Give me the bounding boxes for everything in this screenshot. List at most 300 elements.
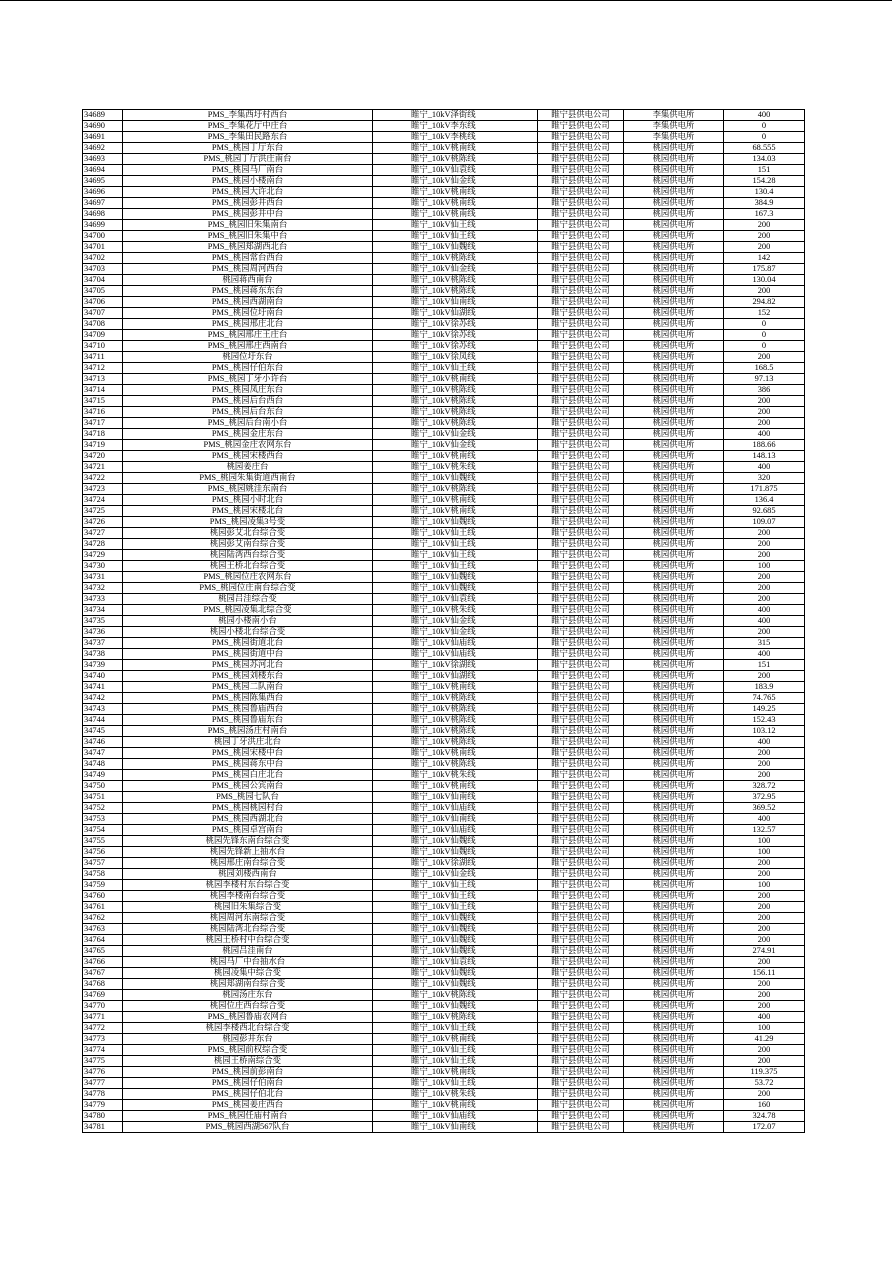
supply-office-cell: 桃园供电所	[624, 440, 724, 451]
company-cell: 睢宁县供电公司	[538, 649, 624, 660]
capacity-cell: 109.07	[724, 517, 805, 528]
company-cell: 睢宁县供电公司	[538, 209, 624, 220]
company-cell: 睢宁县供电公司	[538, 572, 624, 583]
feeder-line-cell: 睢宁_10kV仙南线	[373, 1122, 538, 1133]
station-name-cell: PMS_桃园蒋东中台	[123, 759, 373, 770]
supply-office-cell: 桃园供电所	[624, 176, 724, 187]
company-cell: 睢宁县供电公司	[538, 1111, 624, 1122]
supply-office-cell: 桃园供电所	[624, 869, 724, 880]
table-row	[83, 1023, 805, 1034]
capacity-cell: 200	[724, 528, 805, 539]
supply-office-cell: 桃园供电所	[624, 220, 724, 231]
station-name-cell: PMS_桃园姚洼东南台	[123, 484, 373, 495]
company-cell: 睢宁县供电公司	[538, 803, 624, 814]
table-row	[83, 484, 805, 495]
table-row	[83, 935, 805, 946]
company-cell: 睢宁县供电公司	[538, 264, 624, 275]
station-name-cell: PMS_桃园凌集北综合变	[123, 605, 373, 616]
station-name-cell: PMS_桃园金庄农网东台	[123, 440, 373, 451]
station-name-cell: PMS_桃园汤庄村南台	[123, 726, 373, 737]
station-name-cell: 桃园丁牙洪庄北台	[123, 737, 373, 748]
data-table	[82, 109, 805, 1133]
table-row	[83, 737, 805, 748]
company-cell: 睢宁县供电公司	[538, 484, 624, 495]
table-row	[83, 990, 805, 1001]
table-row	[83, 462, 805, 473]
row-id-cell: 34776	[83, 1067, 123, 1078]
company-cell: 睢宁县供电公司	[538, 341, 624, 352]
capacity-cell: 200	[724, 671, 805, 682]
station-name-cell: PMS_桃园宋楼西台	[123, 451, 373, 462]
feeder-line-cell: 睢宁_10kV仙魏线	[373, 1001, 538, 1012]
company-cell: 睢宁县供电公司	[538, 539, 624, 550]
station-name-cell: PMS_桃园二队南台	[123, 682, 373, 693]
feeder-line-cell: 睢宁_10kV桃朱线	[373, 770, 538, 781]
feeder-line-cell: 睢宁_10kV仙金线	[373, 440, 538, 451]
table-row	[83, 253, 805, 264]
company-cell: 睢宁县供电公司	[538, 1122, 624, 1133]
supply-office-cell: 桃园供电所	[624, 583, 724, 594]
capacity-cell: 119.375	[724, 1067, 805, 1078]
capacity-cell: 103.12	[724, 726, 805, 737]
supply-office-cell: 桃园供电所	[624, 660, 724, 671]
company-cell: 睢宁县供电公司	[538, 990, 624, 1001]
supply-office-cell: 桃园供电所	[624, 913, 724, 924]
row-id-cell: 34753	[83, 814, 123, 825]
station-name-cell: PMS_桃园街道中台	[123, 649, 373, 660]
feeder-line-cell: 睢宁_10kV仙王线	[373, 363, 538, 374]
row-id-cell: 34752	[83, 803, 123, 814]
table-row	[83, 594, 805, 605]
company-cell: 睢宁县供电公司	[538, 451, 624, 462]
row-id-cell: 34775	[83, 1056, 123, 1067]
station-name-cell: PMS_桃园后台南小台	[123, 418, 373, 429]
table-row	[83, 583, 805, 594]
supply-office-cell: 桃园供电所	[624, 759, 724, 770]
company-cell: 睢宁县供电公司	[538, 847, 624, 858]
feeder-line-cell: 睢宁_10kV仙金线	[373, 616, 538, 627]
company-cell: 睢宁县供电公司	[538, 132, 624, 143]
supply-office-cell: 桃园供电所	[624, 517, 724, 528]
company-cell: 睢宁县供电公司	[538, 440, 624, 451]
row-id-cell: 34700	[83, 231, 123, 242]
company-cell: 睢宁县供电公司	[538, 1012, 624, 1023]
station-name-cell: 桃园周河东南综合变	[123, 913, 373, 924]
company-cell: 睢宁县供电公司	[538, 792, 624, 803]
row-id-cell: 34759	[83, 880, 123, 891]
supply-office-cell: 桃园供电所	[624, 704, 724, 715]
table-row	[83, 572, 805, 583]
row-id-cell: 34707	[83, 308, 123, 319]
capacity-cell: 200	[724, 418, 805, 429]
row-id-cell: 34701	[83, 242, 123, 253]
table-row	[83, 946, 805, 957]
company-cell: 睢宁县供电公司	[538, 253, 624, 264]
row-id-cell: 34699	[83, 220, 123, 231]
supply-office-cell: 桃园供电所	[624, 275, 724, 286]
feeder-line-cell: 睢宁_10kV仙魏线	[373, 583, 538, 594]
capacity-cell: 320	[724, 473, 805, 484]
station-name-cell: 桃园姜庄台	[123, 462, 373, 473]
supply-office-cell: 桃园供电所	[624, 990, 724, 1001]
supply-office-cell: 桃园供电所	[624, 1012, 724, 1023]
row-id-cell: 34768	[83, 979, 123, 990]
station-name-cell: PMS_桃园宋楼北台	[123, 506, 373, 517]
station-name-cell: 桃园吕洼综合变	[123, 594, 373, 605]
company-cell: 睢宁县供电公司	[538, 506, 624, 517]
feeder-line-cell: 睢宁_10kV桃朱线	[373, 462, 538, 473]
feeder-line-cell: 睢宁_10kV仙袁线	[373, 594, 538, 605]
station-name-cell: PMS_桃园凌集3号变	[123, 517, 373, 528]
feeder-line-cell: 睢宁_10kV仙湖线	[373, 671, 538, 682]
company-cell: 睢宁县供电公司	[538, 616, 624, 627]
company-cell: 睢宁县供电公司	[538, 660, 624, 671]
company-cell: 睢宁县供电公司	[538, 814, 624, 825]
company-cell: 睢宁县供电公司	[538, 957, 624, 968]
feeder-line-cell: 睢宁_10kV仙王线	[373, 1056, 538, 1067]
station-name-cell: PMS_桃园任庙村南台	[123, 1111, 373, 1122]
supply-office-cell: 桃园供电所	[624, 847, 724, 858]
table-row	[83, 440, 805, 451]
station-name-cell: PMS_桃园桃园村台	[123, 803, 373, 814]
supply-office-cell: 桃园供电所	[624, 792, 724, 803]
row-id-cell: 34724	[83, 495, 123, 506]
feeder-line-cell: 睢宁_10kV桃陈线	[373, 737, 538, 748]
row-id-cell: 34703	[83, 264, 123, 275]
supply-office-cell: 桃园供电所	[624, 638, 724, 649]
supply-office-cell: 桃园供电所	[624, 253, 724, 264]
station-name-cell: 桃园李楼南台综合变	[123, 891, 373, 902]
table-row	[83, 550, 805, 561]
capacity-cell: 200	[724, 1089, 805, 1100]
company-cell: 睢宁县供电公司	[538, 781, 624, 792]
supply-office-cell: 桃园供电所	[624, 1078, 724, 1089]
capacity-cell: 200	[724, 407, 805, 418]
station-name-cell: 桃园彭艾南台综合变	[123, 539, 373, 550]
table-row	[83, 1089, 805, 1100]
feeder-line-cell: 睢宁_10kV桃陈线	[373, 704, 538, 715]
supply-office-cell: 桃园供电所	[624, 198, 724, 209]
row-id-cell: 34738	[83, 649, 123, 660]
data-sheet	[82, 109, 805, 1133]
station-name-cell: PMS_桃园朱集街道西南台	[123, 473, 373, 484]
capacity-cell: 100	[724, 880, 805, 891]
table-row	[83, 1111, 805, 1122]
company-cell: 睢宁县供电公司	[538, 1056, 624, 1067]
row-id-cell: 34732	[83, 583, 123, 594]
capacity-cell: 315	[724, 638, 805, 649]
capacity-cell: 200	[724, 352, 805, 363]
station-name-cell: 桃园位圩东台	[123, 352, 373, 363]
row-id-cell: 34706	[83, 297, 123, 308]
supply-office-cell: 桃园供电所	[624, 814, 724, 825]
company-cell: 睢宁县供电公司	[538, 759, 624, 770]
table-row	[83, 121, 805, 132]
table-row	[83, 363, 805, 374]
station-name-cell: 桃园王桥南综合变	[123, 1056, 373, 1067]
capacity-cell: 0	[724, 319, 805, 330]
company-cell: 睢宁县供电公司	[538, 770, 624, 781]
capacity-cell: 168.5	[724, 363, 805, 374]
feeder-line-cell: 睢宁_10kV仙魏线	[373, 913, 538, 924]
capacity-cell: 200	[724, 539, 805, 550]
feeder-line-cell: 睢宁_10kV仙魏线	[373, 979, 538, 990]
company-cell: 睢宁县供电公司	[538, 231, 624, 242]
row-id-cell: 34726	[83, 517, 123, 528]
feeder-line-cell: 睢宁_10kV仙魏线	[373, 935, 538, 946]
capacity-cell: 200	[724, 242, 805, 253]
capacity-cell: 130.4	[724, 187, 805, 198]
station-name-cell: PMS_桃园彭井西台	[123, 198, 373, 209]
feeder-line-cell: 睢宁_10kV泽街线	[373, 110, 538, 121]
supply-office-cell: 桃园供电所	[624, 616, 724, 627]
row-id-cell: 34689	[83, 110, 123, 121]
table-row	[83, 187, 805, 198]
table-row	[83, 1100, 805, 1111]
company-cell: 睢宁县供电公司	[538, 924, 624, 935]
feeder-line-cell: 睢宁_10kV仙湖线	[373, 308, 538, 319]
capacity-cell: 274.91	[724, 946, 805, 957]
table-row	[83, 836, 805, 847]
station-name-cell: 桃园凌集中综合变	[123, 968, 373, 979]
station-name-cell: PMS_桃园旧朱集南台	[123, 220, 373, 231]
table-row	[83, 858, 805, 869]
table-row	[83, 1001, 805, 1012]
supply-office-cell: 桃园供电所	[624, 737, 724, 748]
capacity-cell: 148.13	[724, 451, 805, 462]
feeder-line-cell: 睢宁_10kV仙南线	[373, 814, 538, 825]
feeder-line-cell: 睢宁_10kV桃南线	[373, 198, 538, 209]
company-cell: 睢宁县供电公司	[538, 242, 624, 253]
table-row	[83, 539, 805, 550]
feeder-line-cell: 睢宁_10kV仙王线	[373, 891, 538, 902]
feeder-line-cell: 睢宁_10kV桃陈线	[373, 759, 538, 770]
supply-office-cell: 桃园供电所	[624, 1122, 724, 1133]
row-id-cell: 34771	[83, 1012, 123, 1023]
supply-office-cell: 桃园供电所	[624, 858, 724, 869]
supply-office-cell: 桃园供电所	[624, 902, 724, 913]
station-name-cell: 桃园小楼南小台	[123, 616, 373, 627]
feeder-line-cell: 睢宁_10kV桃南线	[373, 748, 538, 759]
row-id-cell: 34712	[83, 363, 123, 374]
supply-office-cell: 桃园供电所	[624, 231, 724, 242]
capacity-cell: 97.13	[724, 374, 805, 385]
company-cell: 睢宁县供电公司	[538, 462, 624, 473]
capacity-cell: 200	[724, 550, 805, 561]
station-name-cell: PMS_桃园鲁庙农网台	[123, 1012, 373, 1023]
supply-office-cell: 桃园供电所	[624, 407, 724, 418]
supply-office-cell: 桃园供电所	[624, 352, 724, 363]
company-cell: 睢宁县供电公司	[538, 594, 624, 605]
feeder-line-cell: 睢宁_10kV徐湖线	[373, 660, 538, 671]
row-id-cell: 34754	[83, 825, 123, 836]
feeder-line-cell: 睢宁_10kV徐苏线	[373, 319, 538, 330]
capacity-cell: 200	[724, 1045, 805, 1056]
table-row	[83, 407, 805, 418]
supply-office-cell: 李集供电所	[624, 110, 724, 121]
feeder-line-cell: 睢宁_10kV桃陈线	[373, 418, 538, 429]
capacity-cell: 200	[724, 286, 805, 297]
table-row	[83, 671, 805, 682]
row-id-cell: 34709	[83, 330, 123, 341]
company-cell: 睢宁县供电公司	[538, 1034, 624, 1045]
feeder-line-cell: 睢宁_10kV桃陈线	[373, 407, 538, 418]
capacity-cell: 294.82	[724, 297, 805, 308]
feeder-line-cell: 睢宁_10kV仙金线	[373, 429, 538, 440]
capacity-cell: 328.72	[724, 781, 805, 792]
feeder-line-cell: 睢宁_10kV桃陈线	[373, 253, 538, 264]
feeder-line-cell: 睢宁_10kV桃南线	[373, 374, 538, 385]
capacity-cell: 160	[724, 1100, 805, 1111]
company-cell: 睢宁县供电公司	[538, 154, 624, 165]
supply-office-cell: 桃园供电所	[624, 385, 724, 396]
supply-office-cell: 桃园供电所	[624, 495, 724, 506]
supply-office-cell: 桃园供电所	[624, 748, 724, 759]
feeder-line-cell: 睢宁_10kV仙庙线	[373, 638, 538, 649]
row-id-cell: 34694	[83, 165, 123, 176]
supply-office-cell: 桃园供电所	[624, 803, 724, 814]
supply-office-cell: 桃园供电所	[624, 825, 724, 836]
row-id-cell: 34774	[83, 1045, 123, 1056]
capacity-cell: 156.11	[724, 968, 805, 979]
capacity-cell: 151	[724, 660, 805, 671]
capacity-cell: 200	[724, 627, 805, 638]
company-cell: 睢宁县供电公司	[538, 682, 624, 693]
feeder-line-cell: 睢宁_10kV仙王线	[373, 1023, 538, 1034]
supply-office-cell: 桃园供电所	[624, 550, 724, 561]
capacity-cell: 200	[724, 770, 805, 781]
capacity-cell: 200	[724, 858, 805, 869]
row-id-cell: 34723	[83, 484, 123, 495]
row-id-cell: 34721	[83, 462, 123, 473]
feeder-line-cell: 睢宁_10kV仙魏线	[373, 572, 538, 583]
feeder-line-cell: 睢宁_10kV仙王线	[373, 220, 538, 231]
table-row	[83, 385, 805, 396]
station-name-cell: 桃园王桥村中台综合变	[123, 935, 373, 946]
company-cell: 睢宁县供电公司	[538, 1023, 624, 1034]
row-id-cell: 34770	[83, 1001, 123, 1012]
capacity-cell: 132.57	[724, 825, 805, 836]
table-row	[83, 143, 805, 154]
table-row	[83, 374, 805, 385]
capacity-cell: 183.9	[724, 682, 805, 693]
capacity-cell: 134.03	[724, 154, 805, 165]
table-body	[83, 110, 805, 1133]
company-cell: 睢宁县供电公司	[538, 220, 624, 231]
table-row	[83, 330, 805, 341]
station-name-cell: PMS_桃园姜庄西台	[123, 1100, 373, 1111]
capacity-cell: 167.3	[724, 209, 805, 220]
feeder-line-cell: 睢宁_10kV桃南线	[373, 187, 538, 198]
capacity-cell: 200	[724, 869, 805, 880]
capacity-cell: 400	[724, 649, 805, 660]
capacity-cell: 136.4	[724, 495, 805, 506]
table-row	[83, 715, 805, 726]
supply-office-cell: 桃园供电所	[624, 594, 724, 605]
company-cell: 睢宁县供电公司	[538, 165, 624, 176]
feeder-line-cell: 睢宁_10kV桃南线	[373, 495, 538, 506]
row-id-cell: 34750	[83, 781, 123, 792]
feeder-line-cell: 睢宁_10kV桃南线	[373, 781, 538, 792]
station-name-cell: 桃园汤庄东台	[123, 990, 373, 1001]
capacity-cell: 400	[724, 737, 805, 748]
feeder-line-cell: 睢宁_10kV桃陈线	[373, 726, 538, 737]
company-cell: 睢宁县供电公司	[538, 704, 624, 715]
feeder-line-cell: 睢宁_10kV仙王线	[373, 880, 538, 891]
table-row	[83, 1067, 805, 1078]
capacity-cell: 0	[724, 330, 805, 341]
row-id-cell: 34736	[83, 627, 123, 638]
station-name-cell: PMS_桃园西湖北台	[123, 814, 373, 825]
supply-office-cell: 桃园供电所	[624, 286, 724, 297]
station-name-cell: 桃园邢庄南台综合变	[123, 858, 373, 869]
row-id-cell: 34690	[83, 121, 123, 132]
table-row	[83, 616, 805, 627]
station-name-cell: PMS_桃园邢庄北台	[123, 319, 373, 330]
company-cell: 睢宁县供电公司	[538, 1067, 624, 1078]
station-name-cell: PMS_桃园丁牙小许台	[123, 374, 373, 385]
station-name-cell: 桃园先锋东南台综合变	[123, 836, 373, 847]
supply-office-cell: 桃园供电所	[624, 1067, 724, 1078]
table-row	[83, 429, 805, 440]
feeder-line-cell: 睢宁_10kV桃南线	[373, 1034, 538, 1045]
capacity-cell: 100	[724, 847, 805, 858]
supply-office-cell: 桃园供电所	[624, 836, 724, 847]
company-cell: 睢宁县供电公司	[538, 319, 624, 330]
feeder-line-cell: 睢宁_10kV桃南线	[373, 682, 538, 693]
table-row	[83, 517, 805, 528]
station-name-cell: PMS_桃园丁厅洪庄南台	[123, 154, 373, 165]
supply-office-cell: 桃园供电所	[624, 1089, 724, 1100]
row-id-cell: 34767	[83, 968, 123, 979]
capacity-cell: 152.43	[724, 715, 805, 726]
row-id-cell: 34739	[83, 660, 123, 671]
supply-office-cell: 桃园供电所	[624, 451, 724, 462]
company-cell: 睢宁县供电公司	[538, 429, 624, 440]
supply-office-cell: 桃园供电所	[624, 715, 724, 726]
table-row	[83, 418, 805, 429]
station-name-cell: PMS_桃园仔伯东台	[123, 363, 373, 374]
capacity-cell: 400	[724, 1012, 805, 1023]
company-cell: 睢宁县供电公司	[538, 198, 624, 209]
station-name-cell: PMS_桃园常台西台	[123, 253, 373, 264]
row-id-cell: 34757	[83, 858, 123, 869]
row-id-cell: 34744	[83, 715, 123, 726]
supply-office-cell: 桃园供电所	[624, 924, 724, 935]
table-row	[83, 297, 805, 308]
feeder-line-cell: 睢宁_10kV仙魏线	[373, 968, 538, 979]
feeder-line-cell: 睢宁_10kV桃南线	[373, 451, 538, 462]
feeder-line-cell: 睢宁_10kV李桃线	[373, 132, 538, 143]
table-row	[83, 682, 805, 693]
row-id-cell: 34692	[83, 143, 123, 154]
capacity-cell: 200	[724, 1001, 805, 1012]
station-name-cell: 桃园陆湾北台综合变	[123, 924, 373, 935]
capacity-cell: 200	[724, 957, 805, 968]
station-name-cell: 桃园王桥北台综合变	[123, 561, 373, 572]
capacity-cell: 200	[724, 748, 805, 759]
table-row	[83, 209, 805, 220]
station-name-cell: PMS_桃园位庄南台综合变	[123, 583, 373, 594]
station-name-cell: 桃园小楼北台综合变	[123, 627, 373, 638]
row-id-cell: 34741	[83, 682, 123, 693]
supply-office-cell: 桃园供电所	[624, 935, 724, 946]
company-cell: 睢宁县供电公司	[538, 374, 624, 385]
table-row	[83, 495, 805, 506]
row-id-cell: 34698	[83, 209, 123, 220]
feeder-line-cell: 睢宁_10kV仙金线	[373, 176, 538, 187]
supply-office-cell: 桃园供电所	[624, 627, 724, 638]
